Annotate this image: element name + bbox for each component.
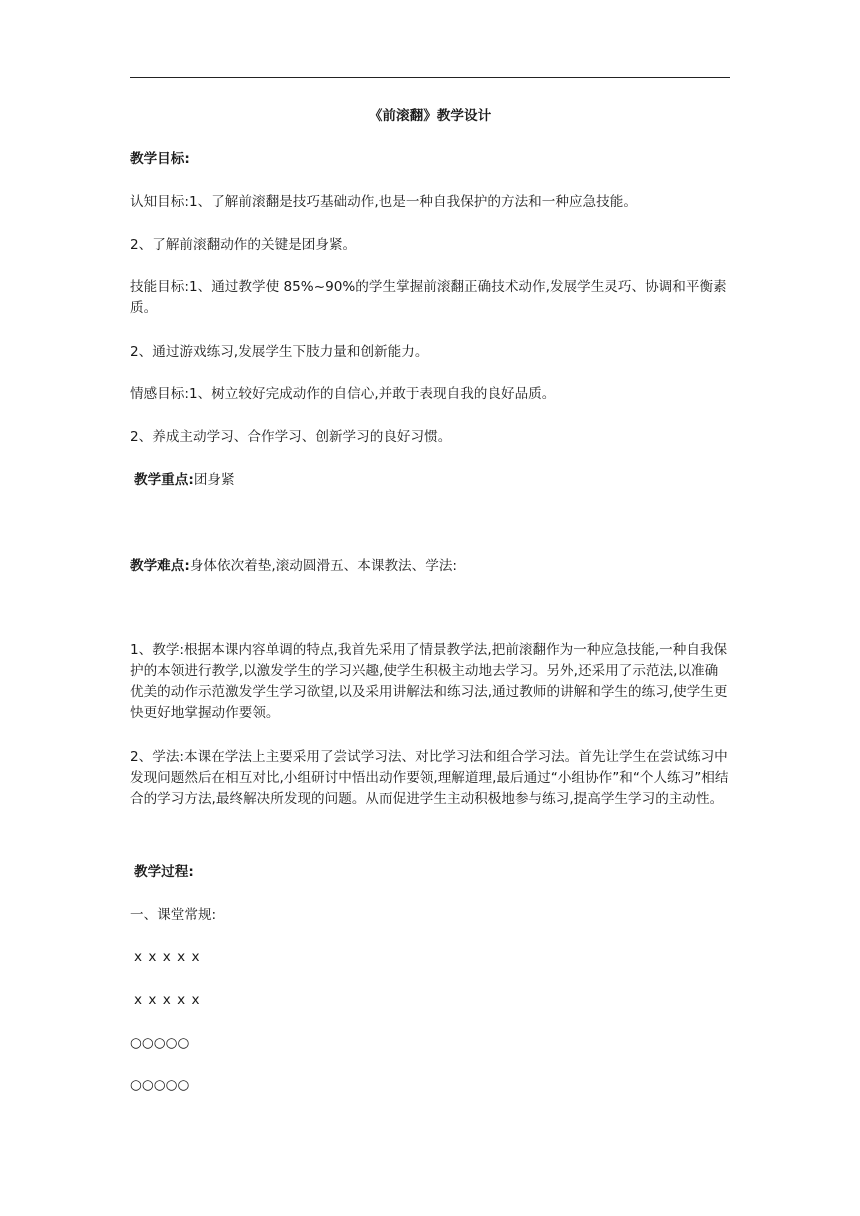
document-title: 《前滚翻》教学设计 [368,108,492,124]
difficulty-text: 身体依次着垫,滚动圆滑五、本课教法、学法: [189,558,457,574]
teaching-method: 1、教学:根据本课内容单调的特点,我首先采用了情景教学法,把前滚翻作为一种应急技能,一种自我保护的本领进行教学,以激发学生的学习兴趣,使学生积极主动地去学习。另外,还采用了示范法,以准确优美的动作示范激发学生学习欲望,以及采用讲解法和练习法,通过教师的讲解和学生的练习,使学生更快更好地掌握动作要领。 [130,642,728,721]
formation-row-4: ○○○○○ [130,1077,190,1093]
header-rule [130,77,730,78]
difficulty-label: 教学难点: [130,558,190,574]
cognitive-objective-2: 2、了解前滚翻动作的关键是团身紧。 [130,237,357,253]
skill-objective-2: 2、通过游戏练习,发展学生下肢力量和创新能力。 [130,344,429,360]
routine-heading: 一、课堂常规: [130,907,217,923]
formation-row-3: ○○○○○ [130,1035,190,1051]
cognitive-objective-1: 认知目标:1、了解前滚翻是技巧基础动作,也是一种自我保护的方法和一种应急技能。 [130,194,637,210]
key-point-label: 教学重点: [134,472,194,488]
formation-row-1: x x x x x [134,949,201,965]
learning-method: 2、学法:本课在学法上主要采用了尝试学习法、对比学习法和组合学习法。首先让学生在尝试练习中发现问题然后在相互对比,小组研讨中悟出动作要领,理解道理,最后通过“小组协作”和“个人练习”相结合的学习方法,最终解决所发现的问题。从而促进学生主动积极地参与练习,提高学生学习的主动性。 [130,749,729,807]
skill-objective-1: 技能目标:1、通过教学使 85%~90%的学生掌握前滚翻正确技术动作,发展学生灵巧、协调和平衡素质。 [130,279,727,316]
key-point [130,470,734,491]
emotion-objective-1: 情感目标:1、树立较好完成动作的自信心,并敢于表现自我的良好品质。 [130,386,556,402]
key-point-text: 团身紧 [193,472,235,488]
formation-row-2: x x x x x [134,992,201,1008]
emotion-objective-2: 2、养成主动学习、合作学习、创新学习的良好习惯。 [130,429,452,445]
difficulty [130,556,730,577]
process-heading: 教学过程: [134,864,194,880]
document-page [130,0,730,1216]
objectives-heading: 教学目标: [130,151,190,167]
